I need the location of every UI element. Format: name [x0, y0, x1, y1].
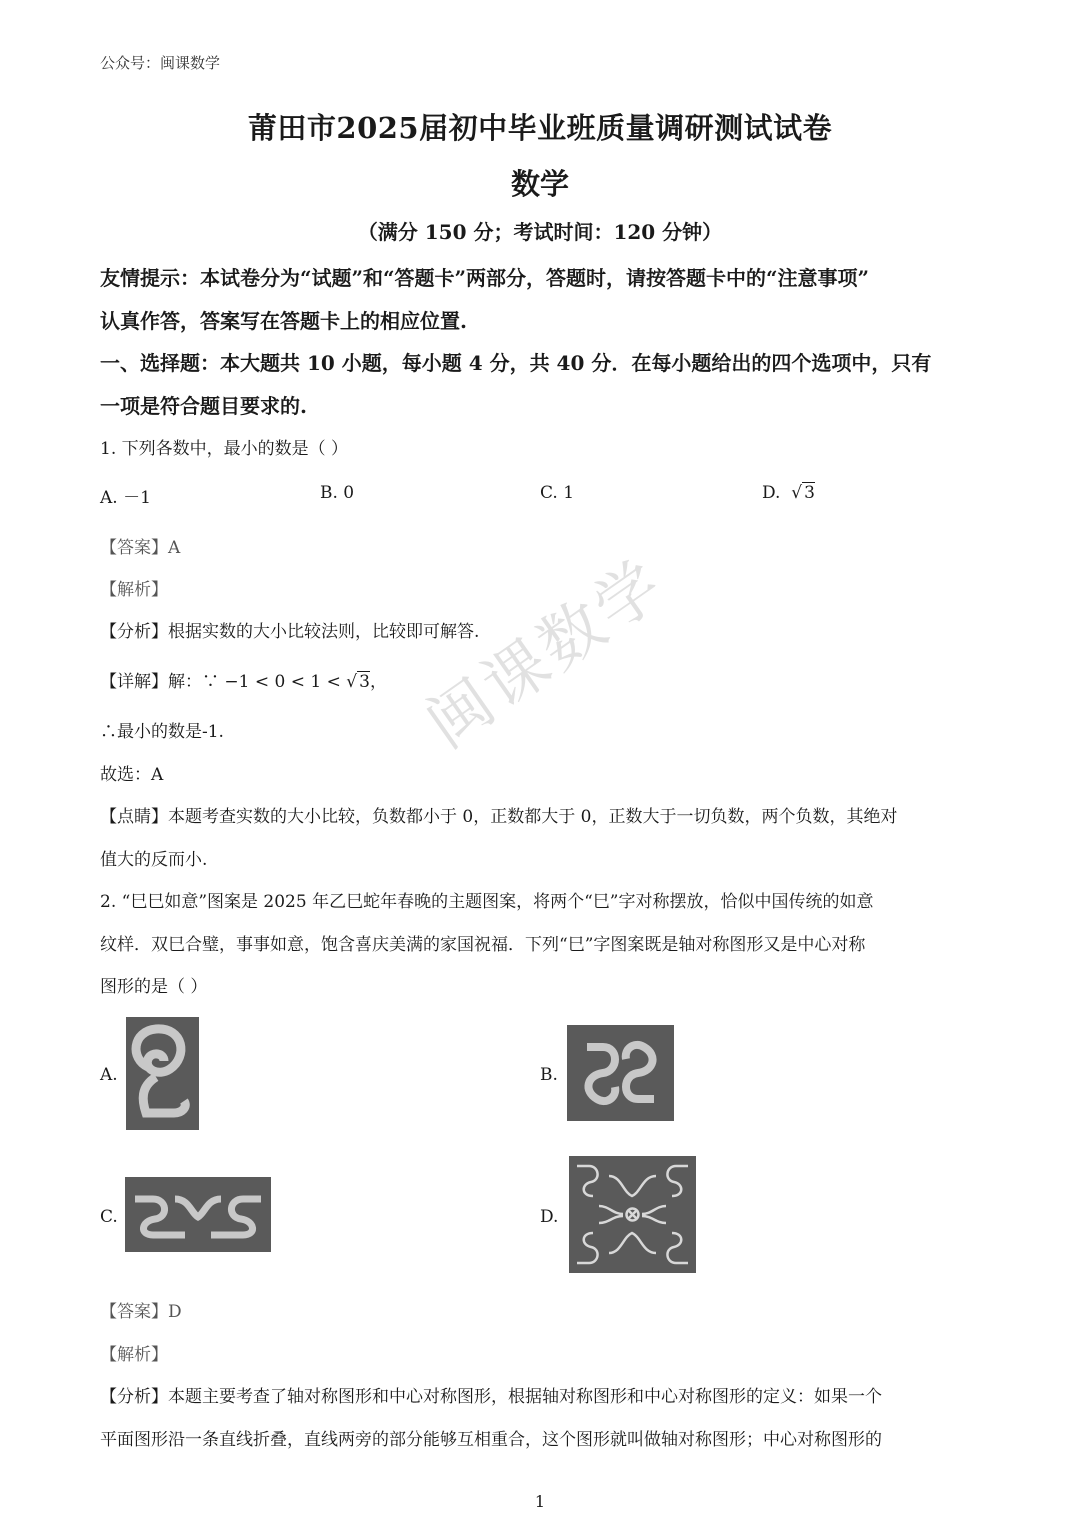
q1-choice: 故选：A: [100, 765, 164, 785]
sqrt-symbol: √ 3: [346, 672, 370, 692]
q1-option-d-label: D.: [762, 483, 781, 503]
q2-fenxi-line-1: 【分析】本题主要考查了轴对称图形和中心对称图形，根据轴对称图形和中心对称图形的定义：如果一个: [100, 1387, 882, 1407]
q1-option-c: C. 1: [540, 483, 575, 503]
q1-xiangjie: [100, 667, 387, 692]
q2-stem-line-2: 纹样．双巳合璧，事事如意，饱含喜庆美满的家国祝福．下列“巳”字图案既是轴对称图形又是中心对称: [100, 935, 866, 955]
q1-xiangjie-radicand: 3: [359, 672, 370, 692]
q2-stem-line-3: 图形的是（ ）: [100, 977, 208, 997]
q1-analysis-tag: 【解析】: [100, 580, 168, 600]
q1-dianjing-line-2: 值大的反而小.: [100, 850, 208, 870]
header-note: 公众号：闽课数学: [100, 54, 221, 72]
q1-xiangjie-prefix: 【详解】解：∵ −1 < 0 < 1 <: [100, 672, 341, 692]
q1-option-d-radicand: 3: [804, 483, 815, 503]
q1-option-d: [762, 483, 815, 503]
watermark: 闽课数学: [413, 546, 679, 763]
q2-label-c: C.: [100, 1207, 118, 1227]
q2-label-a: A.: [100, 1065, 118, 1085]
q2-answer: 【答案】D: [100, 1302, 182, 1322]
q1-stem: 1. 下列各数中，最小的数是（ ）: [100, 439, 349, 459]
q2-figure-c: [125, 1177, 271, 1252]
q2-stem-line-1: 2. “巳巳如意”图案是 2025 年乙巳蛇年春晚的主题图案，将两个“巳”字对称摆放，恰似中国传统的如意: [100, 892, 874, 912]
q2-analysis-tag: 【解析】: [100, 1345, 168, 1365]
subject-title: 数学: [510, 167, 569, 201]
q1-option-a: A. －1: [100, 488, 151, 508]
q2-figure-a: [126, 1017, 199, 1130]
q1-xiangjie-suffix: ，: [369, 672, 387, 692]
pattern-d-graphic: [569, 1156, 696, 1273]
pattern-b-graphic: [567, 1025, 674, 1121]
q1-dianjing-line-1: 【点睛】本题考查实数的大小比较，负数都小于 0，正数都大于 0，正数大于一切负数，两个负数，其绝对: [100, 807, 898, 827]
notice-line-2: 认真作答，答案写在答题卡上的相应位置.: [100, 309, 467, 333]
sqrt-symbol: √ 3: [785, 483, 815, 503]
q1-conclusion: ∴最小的数是-1.: [100, 722, 224, 742]
q2-label-d: D.: [540, 1207, 559, 1227]
section-heading-line-1: 一、选择题：本大题共 10 小题，每小题 4 分，共 40 分．在每小题给出的四个选项中，只有: [100, 351, 932, 375]
q1-answer: 【答案】A: [100, 538, 181, 558]
pattern-a-graphic: [126, 1017, 199, 1130]
page-number: 1: [534, 1492, 546, 1511]
page-title: 莆田市2025届初中毕业班质量调研测试试卷: [247, 111, 833, 145]
q2-figure-d: [569, 1156, 696, 1273]
pattern-c-graphic: [125, 1177, 271, 1252]
q2-figure-b: [567, 1025, 674, 1121]
notice-line-1: 友情提示：本试卷分为“试题”和“答题卡”两部分，答题时，请按答题卡中的“注意事项”: [100, 266, 870, 290]
section-heading-line-2: 一项是符合题目要求的.: [100, 394, 307, 418]
q2-label-b: B.: [540, 1065, 558, 1085]
exam-info: （满分 150 分；考试时间：120 分钟）: [357, 220, 723, 244]
q1-fenxi: 【分析】根据实数的大小比较法则，比较即可解答.: [100, 622, 480, 642]
q2-fenxi-line-2: 平面图形沿一条直线折叠，直线两旁的部分能够互相重合，这个图形就叫做轴对称图形；中心对称图形的: [100, 1430, 882, 1450]
q1-option-b: B. 0: [320, 483, 355, 503]
